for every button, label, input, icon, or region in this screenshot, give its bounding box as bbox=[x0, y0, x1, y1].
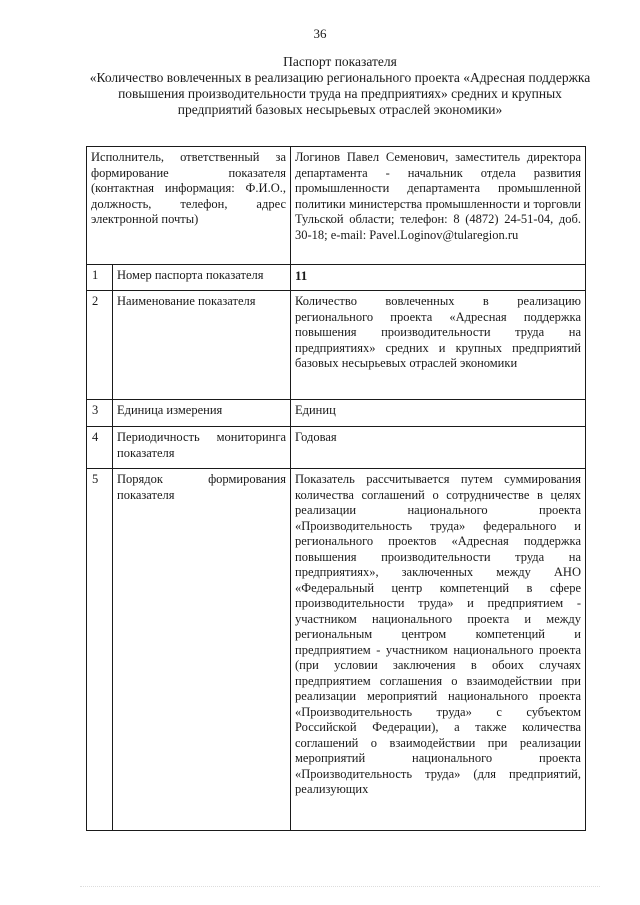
indicator-title: «Количество вовлеченных в реализацию регионального проекта «Адресная поддержка повышения производительности труда на предприятиях» средних и крупных предприятий базовых несырьевых отраслей экономики» bbox=[89, 70, 591, 117]
row-number: 3 bbox=[87, 400, 113, 427]
table-row bbox=[87, 265, 586, 291]
table-row-responsible bbox=[87, 147, 586, 265]
row-label: Наименование показателя bbox=[113, 291, 291, 400]
row-value: 11 bbox=[291, 265, 586, 291]
table-row bbox=[87, 400, 586, 427]
scan-artifact-line bbox=[80, 886, 600, 891]
passport-heading: Паспорт показателя bbox=[283, 54, 397, 69]
page-number: 36 bbox=[313, 26, 327, 41]
row-label: Номер паспорта показателя bbox=[113, 265, 291, 291]
document-title bbox=[80, 54, 600, 118]
row-value: Годовая bbox=[291, 427, 586, 469]
row-number: 2 bbox=[87, 291, 113, 400]
table-row bbox=[87, 291, 586, 400]
row-number: 5 bbox=[87, 469, 113, 831]
row-value: Показатель рассчитывается путем суммирования количества соглашений о сотрудничестве в целях реализации национального проекта «Производительность труда» федерального и регионального проектов «Адресная поддержка повышения производительности труда на предприятиях», заключенных между АНО «Федеральный центр компетенций в сфере производительности труда» и предприятием - участником национального проекта и между региональным центром компетенций и предприятием - участником национального проекта (при условии заключения в обоих случаях предприятием соглашения о взаимодействии при реализации мероприятий национального проекта «Производительность труда» с субъектом Российской Федерации), а также количества соглашений о взаимодействии при реализации мероприятий национального проекта «Производительность труда» (для предприятий, реализующих bbox=[291, 469, 586, 831]
row-label: Порядок формирования показателя bbox=[113, 469, 291, 831]
row-value: Количество вовлеченных в реализацию регионального проекта «Адресная поддержка повышения производительности труда на предприятиях» средних и крупных предприятий базовых несырьевых отраслей экономики bbox=[291, 291, 586, 400]
row-label: Периодичность мониторинга показателя bbox=[113, 427, 291, 469]
row-number: 4 bbox=[87, 427, 113, 469]
table-row bbox=[87, 469, 586, 831]
table-row bbox=[87, 427, 586, 469]
indicator-passport-table bbox=[86, 146, 586, 831]
row-label: Единица измерения bbox=[113, 400, 291, 427]
responsible-label: Исполнитель, ответственный за формирование показателя (контактная информация: Ф.И.О., должность, телефон, адрес электронной почты) bbox=[87, 147, 291, 265]
row-value: Единиц bbox=[291, 400, 586, 427]
responsible-value: Логинов Павел Семенович, заместитель директора департамента - начальник отдела развития промышленности департамента промышленной политики министерства промышленности и торговли Тульской области; телефон: 8 (4872) 24-51-04, доб. 30-18; e-mail: Pavel.Loginov@tularegion.ru bbox=[291, 147, 586, 265]
row-number: 1 bbox=[87, 265, 113, 291]
